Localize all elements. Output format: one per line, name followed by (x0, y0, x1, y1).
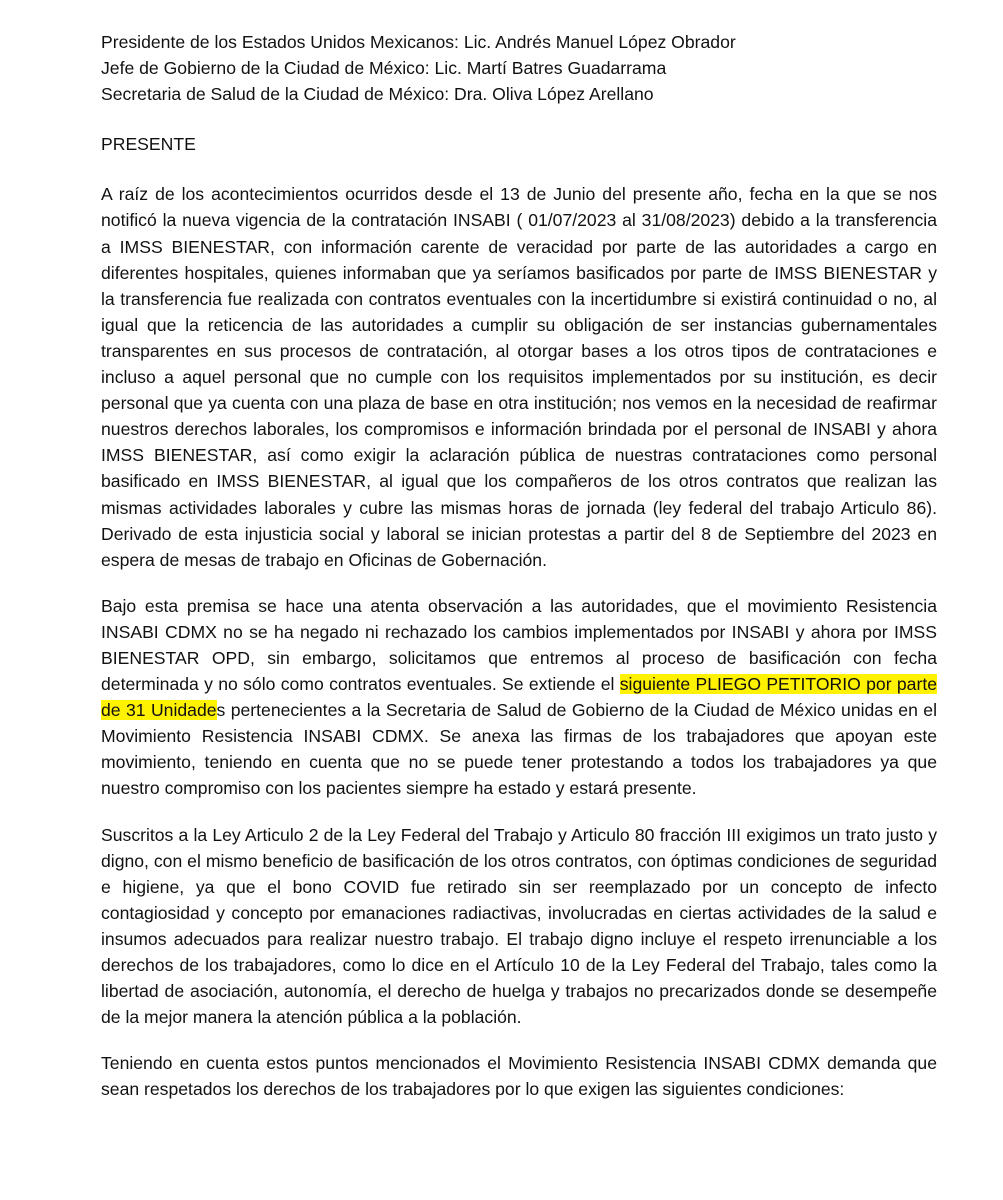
paragraph-petition (101, 593, 937, 802)
paragraph-demands-intro: Teniendo en cuenta estos puntos mencionados el Movimiento Resistencia INSABI CDMX demanda que sean respetados los derechos de los trabajadores por lo que exigen las siguientes condiciones: (101, 1053, 937, 1100)
addressee-health-secretary: Secretaria de Salud de la Ciudad de México: Dra. Oliva López Arellano (101, 84, 654, 105)
paragraph-petition-text-start: Bajo esta premisa se hace una atenta observación a las autoridades, que el movimiento Resistencia INSABI CDMX no se ha negado ni rechazado los cambios implementados por INSABI y ahora por IMSS BIENESTAR OPD, sin embargo, solicitamos que entremos al proceso de basificación con fecha determinada y no sólo como contratos eventuales. Se extiende el (101, 595, 937, 695)
addressee-head-of-government: Jefe de Gobierno de la Ciudad de México: Lic. Martí Batres Guadarrama (101, 58, 667, 79)
paragraph-background: A raíz de los acontecimientos ocurridos desde el 13 de Junio del presente año, fecha en la que se nos notificó la nueva vigencia de la contratación INSABI ( 01/07/2023 al 31/08/2023) debido a la transferencia a IMSS BIENESTAR, con información carente de veracidad por parte de las autoridades a cargo en diferentes hospitales, quienes informaban que ya seríamos basificados por parte de IMSS BIENESTAR y la transferencia fue realizada con contratos eventuales con la incertidumbre si existirá continuidad o no, al igual que la reticencia de las autoridades a cumplir su obligación de ser instancias gubernamentales transparentes en sus procesos de contratación, al otorgar bases a los otros tipos de contrataciones e incluso a aquel personal que no cumple con los requisitos implementados por su institución, es decir personal que ya cuenta con una plaza de base en otra institución; nos vemos en la necesidad de reafirmar nuestros derechos laborales, los compromisos e información brindada por el personal de INSABI y ahora IMSS BIENESTAR, así como exigir la aclaración pública de nuestras contrataciones como personal basificado en IMSS BIENESTAR, al igual que los compañeros de los otros contratos que realizan las mismas actividades laborales y cubre las mismas horas de jornada (ley federal del trabajo Articulo 86). Derivado de esta injusticia social y laboral se inician protestas a partir del 8 de Septiembre del 2023 en espera de mesas de trabajo en Oficinas de Gobernación. (101, 184, 937, 570)
highlighted-text: siguiente PLIEGO PETITORIO por parte de 31 Unidade (101, 674, 937, 721)
paragraph-legal-basis: Suscritos a la Ley Articulo 2 de la Ley Federal del Trabajo y Articulo 80 fracción III exigimos un trato justo y digno, con el mismo beneficio de basificación de los otros contratos, con óptimas condiciones de seguridad e higiene, ya que el bono COVID fue retirado sin ser reemplazado por un concepto de infecto contagiosidad y concepto por emanaciones radiactivas, involucradas en ciertas actividades de la salud e insumos adecuados para realizar nuestro trabajo. El trabajo digno incluye el respeto irrenunciable a los derechos de los trabajadores, como lo dice en el Artículo 10 de la Ley Federal del Trabajo, tales como la libertad de asociación, autonomía, el derecho de huelga y trabajos no precarizados donde se desempeñe de la mejor manera la atención pública a la población. (101, 824, 937, 1028)
paragraph-petition-text-end: s pertenecientes a la Secretaria de Salud de Gobierno de la Ciudad de México unidas en el Movimiento Resistencia INSABI CDMX. Se anexa las firmas de los trabajadores que apoyan este movimiento, teniendo en cuenta que no se puede tener protestando a todos los trabajadores ya que nuestro compromiso con los pacientes siempre ha estado y estará presente. (101, 700, 937, 799)
addressee-president: Presidente de los Estados Unidos Mexicanos: Lic. Andrés Manuel López Obrador (101, 32, 736, 52)
document-page (101, 29, 937, 1102)
salutation: PRESENTE (101, 134, 196, 155)
addressee-block (101, 29, 937, 107)
